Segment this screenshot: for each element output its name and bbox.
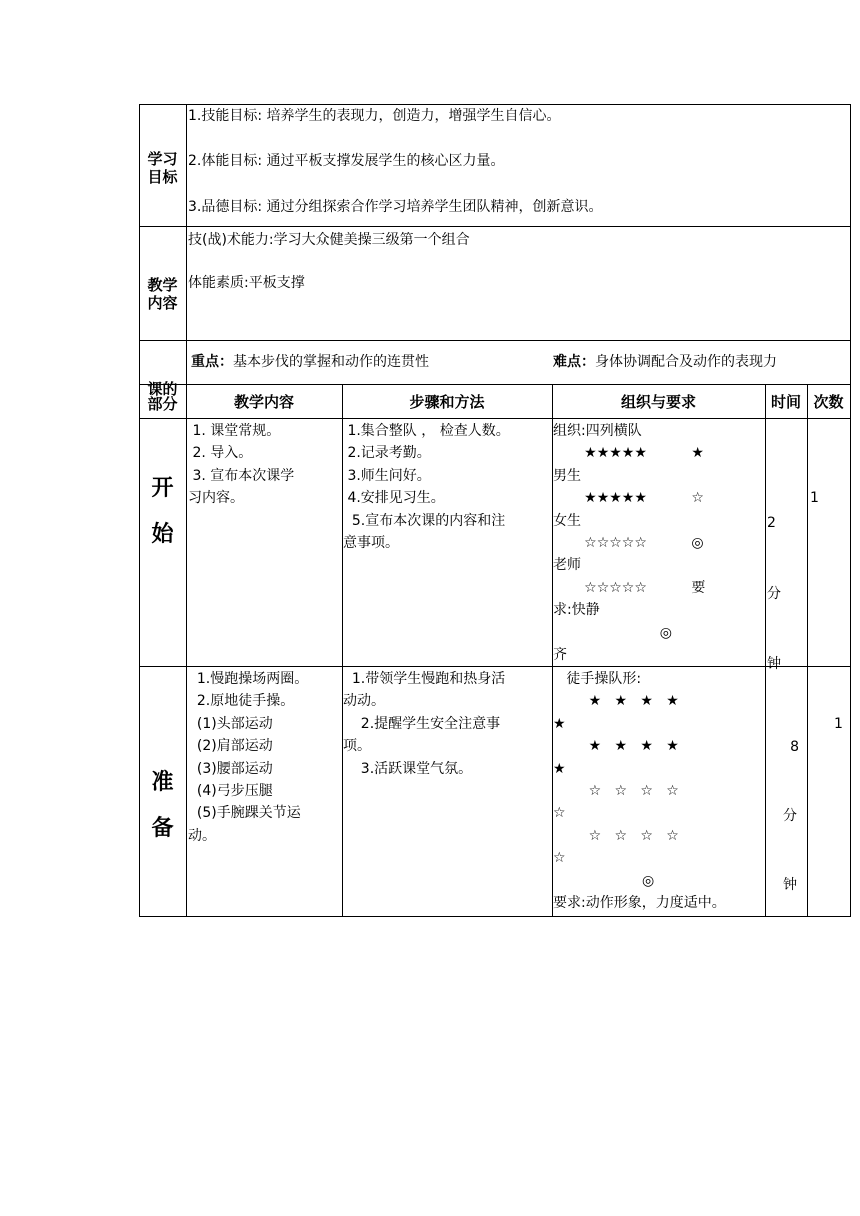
section-prepare-char1: 准 (151, 770, 174, 795)
table-line-objectives-bottom (139, 226, 851, 227)
objective-moral: 3.品德目标: 通过分组探索合作学习培养学生团队精神，创新意识。 (188, 199, 603, 215)
content-skill: 技(战)术能力:学习大众健美操三级第一个组合 (188, 232, 470, 248)
content-label-line2: 内容 (147, 294, 178, 312)
prepare-count: 1 (834, 716, 843, 732)
start-steps: 1.集合整队 ， 检查人数。 2.记录考勤。 3.师生问好。 4.安排见习生。 5.宣布本次课的内容和注 意事项。 (343, 423, 510, 552)
header-steps: 步骤和方法 (409, 393, 485, 411)
header-content: 教学内容 (233, 393, 294, 411)
start-time-unit-2: 钟 (767, 656, 781, 672)
prepare-steps: 1.带领学生慢跑和热身活 动动。 2.提醒学生安全注意事 项。 3.活跃课堂气氛。 (343, 671, 506, 777)
prepare-time-value: 8 (790, 739, 799, 755)
table-line-label-column (186, 104, 187, 917)
table-border-right (850, 104, 851, 917)
table-line-start-bottom (139, 666, 851, 667)
table-line-organization-column (765, 384, 766, 917)
prepare-content: 1.慢跑操场两圈。 2.原地徒手操。 (1)头部运动 (2)肩部运动 (3)腰部运动 (4)弓步压腿 (5)手腕踝关节运 动。 (188, 671, 309, 844)
key-point (191, 351, 429, 373)
table-border-bottom (139, 916, 851, 917)
objectives-label-line2: 目标 (147, 168, 178, 186)
start-time-unit-1: 分 (767, 585, 781, 602)
header-time: 时间 (770, 393, 801, 411)
content-fitness: 体能素质:平板支撑 (188, 275, 305, 291)
start-time-value: 2 (767, 515, 776, 531)
section-start-char2: 始 (151, 522, 174, 547)
prepare-time-unit-2: 钟 (783, 877, 797, 893)
difficult-point-text: 身体协调配合及动作的表现力 (595, 354, 777, 370)
section-start (139, 466, 186, 558)
start-content: 1. 课堂常规。 2. 导入。 3. 宣布本次课学 习内容。 (188, 423, 295, 507)
start-time (767, 465, 785, 724)
table-line-header-bottom (139, 418, 851, 419)
start-count: 1 (810, 490, 819, 506)
table-line-content-bottom (139, 340, 851, 341)
objective-fitness: 2.体能目标: 通过平板支撑发展学生的核心区力量。 (188, 153, 505, 169)
start-organization: 组织:四列横队 ★★★★★ ★ 男生 ★★★★★ ☆ 女生 ☆☆☆☆☆ ◎ 老师 ☆☆☆☆☆ 要 求:快静 ◎ 齐 (553, 423, 706, 664)
difficult-point-label: 难点： (553, 354, 595, 370)
table-line-time-column (807, 384, 808, 917)
table-line-focus-bottom (139, 384, 851, 385)
objective-skill: 1.技能目标: 培养学生的表现力，创造力，增强学生自信心。 (188, 108, 561, 124)
difficult-point (553, 351, 777, 373)
prepare-time (783, 690, 801, 943)
header-organization: 组织与要求 (620, 393, 696, 411)
key-point-label: 重点： (191, 354, 233, 370)
prepare-organization: 徒手操队形: ★ ★ ★ ★ ★ ★ ★ ★ ★ ★ ☆ ☆ ☆ ☆ ☆ ☆ ☆ ☆ ☆ ☆ ◎ 要求:动作形象，力度适中。 (553, 671, 726, 912)
section-prepare-char2: 备 (151, 816, 174, 841)
key-point-text: 基本步伐的掌握和动作的连贯性 (233, 354, 429, 370)
content-label (139, 276, 186, 312)
section-start-char1: 开 (151, 476, 174, 501)
objectives-label (139, 150, 186, 186)
header-section-line2: 部分 (147, 395, 178, 413)
header-section (139, 382, 186, 412)
header-count: 次数 (813, 393, 844, 411)
section-prepare (139, 760, 186, 852)
content-label-line1: 教学 (147, 276, 178, 294)
prepare-time-unit-1: 分 (783, 808, 797, 824)
header-section-line1: 课的 (147, 380, 178, 398)
objectives-label-line1: 学习 (147, 150, 178, 168)
